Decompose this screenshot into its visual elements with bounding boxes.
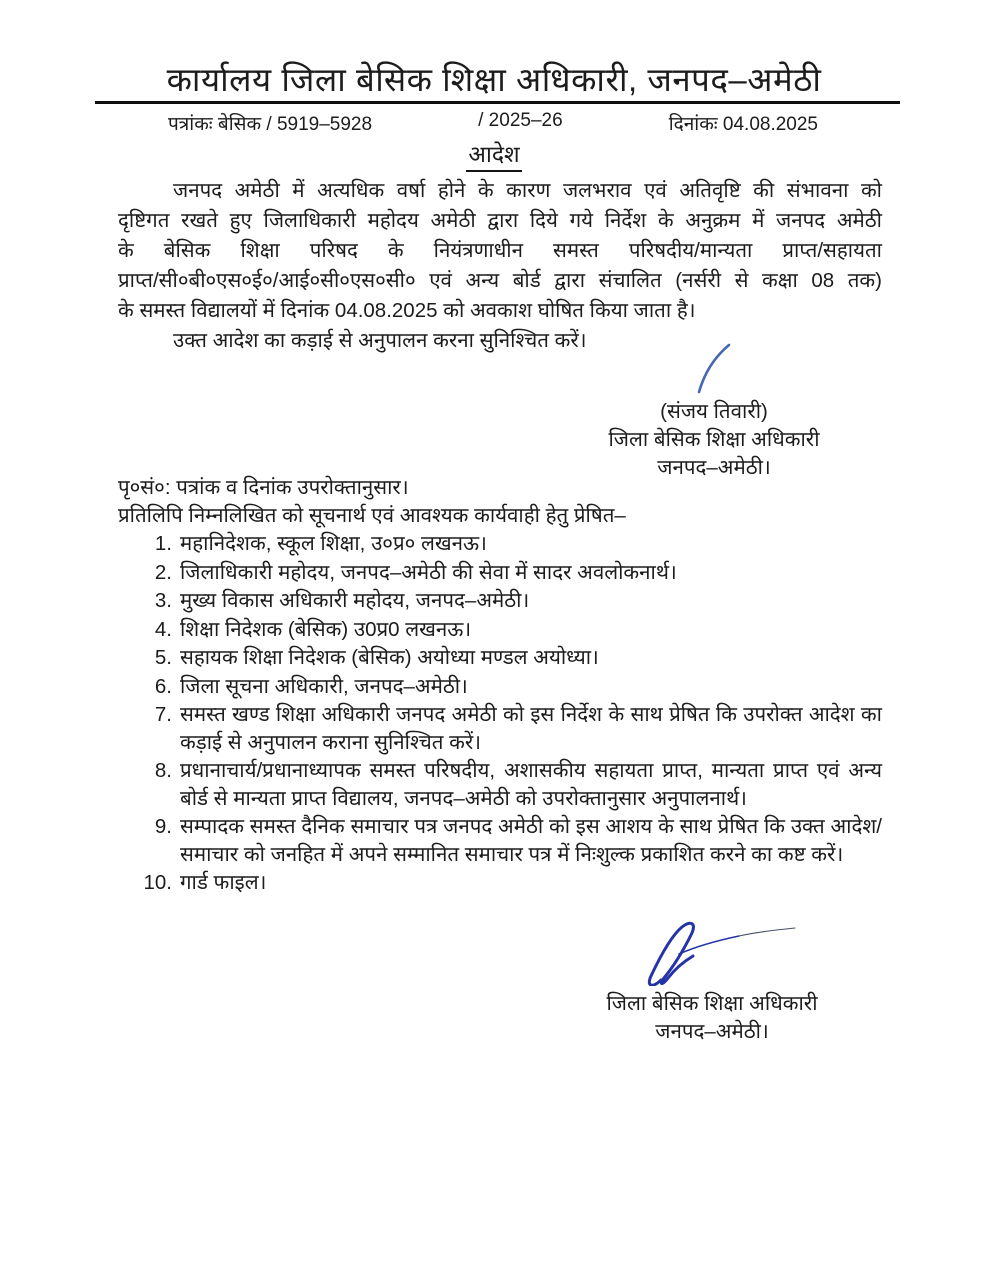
copy-item-number: 10. xyxy=(143,871,172,894)
copy-item-text: सम्पादक समस्त दैनिक समाचार पत्र जनपद अमेठी को इस आशय के साथ प्रेषित कि उक्त आदेश/समाचार को जनहित में अपने सम्मानित समाचार पत्र में निःशुल्क प्रकाशित करने का कष्ट करें। xyxy=(180,815,882,866)
copy-item-number: 6. xyxy=(154,674,172,698)
copy-to-heading: प्रतिलिपि निम्नलिखित को सूचनार्थ एवं आवश्यक कार्यवाही हेतु प्रेषित– xyxy=(118,504,626,527)
copy-item xyxy=(118,757,882,812)
signatory-designation: जिला बेसिक शिक्षा अधिकारी xyxy=(606,992,818,1015)
order-body-paragraph xyxy=(118,176,882,356)
signature-block-bottom xyxy=(562,920,862,1046)
copy-item-number: 7. xyxy=(154,703,172,726)
signatory-designation: जिला बेसिक शिक्षा अधिकारी xyxy=(608,428,820,451)
body-line: प्राप्त/सी०बी०एस०ई०/आई०सी०एस०सी० एवं अन्य बोर्ड द्वारा संचालित (नर्सरी से कक्षा 08 तक) xyxy=(118,269,882,292)
copy-item-text: मुख्य विकास अधिकारी महोदय, जनपद–अमेठी। xyxy=(180,589,530,612)
copy-item-text: समस्त खण्ड शिक्षा अधिकारी जनपद अमेठी को इस निर्देश के साथ प्रेषित कि उपरोक्त आदेश का कड़ाई से अनुपालन कराना सुनिश्चित करें। xyxy=(180,703,882,754)
copy-item-number: 2. xyxy=(154,560,172,584)
copy-item xyxy=(118,644,882,672)
signature-block-top xyxy=(564,342,864,482)
body-line: के समस्त विद्यालयों में दिनांक 04.08.2025 को अवकाश घोषित किया जाता है। xyxy=(118,299,696,322)
copy-item-text: गार्ड फाइल। xyxy=(180,871,267,894)
letter-session: / 2025–26 xyxy=(478,110,563,131)
copy-item-number: 5. xyxy=(154,646,172,669)
copy-item-text: शिक्षा निदेशक (बेसिक) उ0प्र0 लखनऊ। xyxy=(180,617,472,641)
signatory-place: जनपद–अमेठी। xyxy=(657,456,771,479)
copy-item-number: 3. xyxy=(154,589,172,612)
ps-reference-line: पृ०सं०: पत्रांक व दिनांक उपरोक्तानुसार। xyxy=(118,476,409,499)
copy-item-number: 1. xyxy=(154,532,172,555)
copy-item-number: 8. xyxy=(154,759,172,782)
page-title: कार्यालय जिला बेसिक शिक्षा अधिकारी, जनपद–अमेठी xyxy=(166,61,822,98)
signatory-name: (संजय तिवारी) xyxy=(660,400,768,423)
reference-line xyxy=(168,110,818,136)
letter-number: पत्रांकः बेसिक / 5919–5928 xyxy=(168,114,373,135)
copy-item-text: जिला सूचना अधिकारी, जनपद–अमेठी। xyxy=(180,674,468,698)
pen-stroke-icon xyxy=(689,342,739,394)
signatory-place: जनपद–अमेठी। xyxy=(655,1020,769,1043)
copy-item-text: महानिदेशक, स्कूल शिक्षा, उ०प्र० लखनऊ। xyxy=(180,532,487,555)
copy-item-text: जिलाधिकारी महोदय, जनपद–अमेठी की सेवा में सादर अवलोकनार्थ। xyxy=(180,560,677,584)
body-line: के बेसिक शिक्षा परिषद के नियंत्रणाधीन समस्त परिषदीय/मान्यता प्राप्त/सहायता xyxy=(118,239,882,262)
copy-item-number: 4. xyxy=(154,617,172,641)
letter-date: दिनांकः 04.08.2025 xyxy=(668,114,818,135)
copy-item-text: प्रधानाचार्य/प्रधानाध्यापक समस्त परिषदीय, अशासकीय सहायता प्राप्त, मान्यता प्राप्त एवं अन्य बोर्ड से मान्यता प्राप्त विद्यालय, जनपद–अमेठी को उपरोक्तानुसार अनुपालनार्थ। xyxy=(180,759,882,810)
copy-item xyxy=(118,530,882,558)
copy-item xyxy=(118,701,882,756)
header-divider xyxy=(95,101,900,104)
copy-item xyxy=(118,559,882,587)
copy-item-number: 9. xyxy=(154,815,172,838)
signature-icon xyxy=(619,920,805,986)
copy-item-text: सहायक शिक्षा निदेशक (बेसिक) अयोध्या मण्डल अयोध्या। xyxy=(180,646,599,669)
body-line: दृष्टिगत रखते हुए जिलाधिकारी महोदय अमेठी द्वारा दिये गये निर्देश के अनुक्रम में जनपद अमेठी xyxy=(118,209,882,232)
copy-item xyxy=(118,587,882,615)
body-line: जनपद अमेठी में अत्यधिक वर्षा होने के कारण जलभराव एवं अतिवृष्टि की संभावना को xyxy=(173,179,882,202)
body-line: उक्त आदेश का कड़ाई से अनुपालन करना सुनिश्चित करें। xyxy=(173,329,587,352)
copy-item xyxy=(118,616,882,644)
copy-item xyxy=(118,673,882,701)
copy-item xyxy=(118,869,882,897)
copy-item xyxy=(118,813,882,868)
order-heading: आदेश xyxy=(0,137,988,172)
copy-list xyxy=(118,530,882,898)
